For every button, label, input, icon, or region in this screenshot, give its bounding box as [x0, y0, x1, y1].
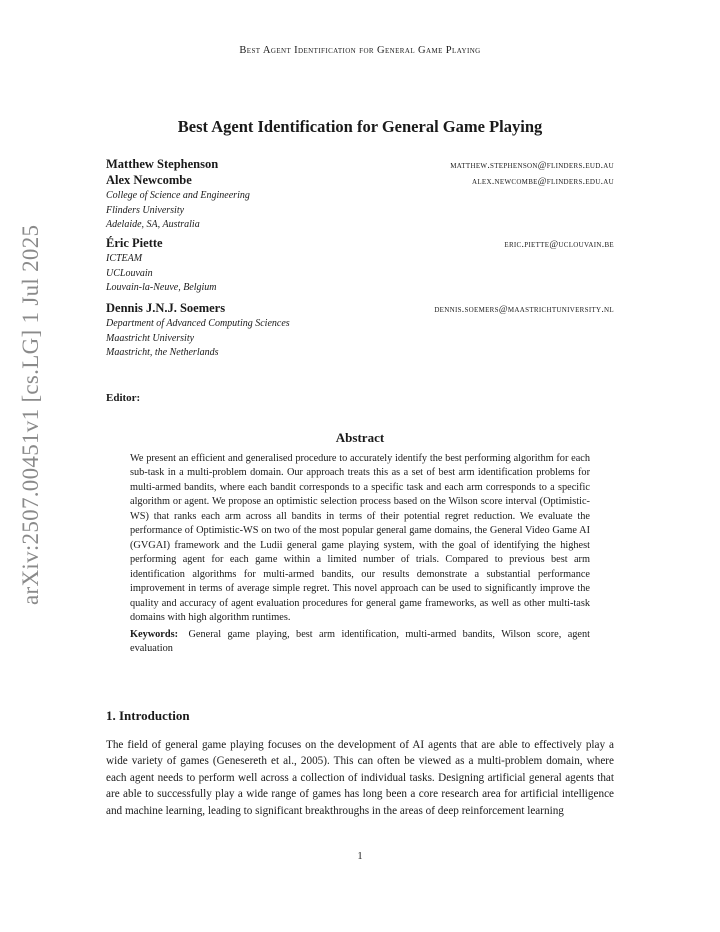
author-email[interactable]: alex.newcombe@flinders.edu.au	[471, 177, 614, 187]
affiliation-line: Flinders University	[106, 204, 185, 216]
arxiv-stamp[interactable]: arXiv:2507.00451v1 [cs.LG] 1 Jul 2025	[18, 224, 43, 605]
page-number: 1	[357, 851, 363, 862]
affiliation-line: ICTEAM	[106, 253, 143, 264]
author-name: Matthew Stephenson	[106, 157, 219, 171]
affiliation-line: UCLouvain	[106, 267, 153, 279]
affiliation-line: Department of Advanced Computing Sciences	[106, 318, 290, 329]
author-block-1	[106, 157, 614, 233]
author-row	[106, 236, 614, 252]
keywords-text: General game playing, best arm identification, multi-armed bandits, Wilson score, agent evaluation	[130, 629, 590, 655]
author-row	[106, 173, 614, 189]
abstract-heading: Abstract	[335, 430, 385, 445]
author-block-2	[106, 236, 614, 296]
author-block-3	[106, 301, 614, 361]
keywords-paragraph	[130, 628, 590, 657]
affiliation-line: Adelaide, SA, Australia	[106, 219, 200, 231]
affiliation-line: Louvain-la-Neuve, Belgium	[106, 282, 217, 294]
editor-label: Editor:	[106, 392, 141, 404]
section-text: The field of general game playing focuses on the development of AI agents that are able to effectively play a wide variety of games (Genesereth et al., 2005). This can often be viewed as a multi-problem domain, where each agent needs to perform well across a collection of individual tasks. Designing artificial general agents that are able to successfully play a wide range of games has long been a core research area for artificial intelligence and machine learning, leading to significant breakthroughs in the areas of deep reinforcement learning	[106, 739, 614, 817]
author-row	[106, 157, 614, 173]
author-name: Alex Newcombe	[106, 173, 192, 187]
section-heading: 1. Introduction	[106, 708, 190, 723]
affiliation-line: College of Science and Engineering	[106, 190, 250, 201]
author-row	[106, 301, 614, 317]
author-email[interactable]: eric.piette@uclouvain.be	[504, 240, 614, 250]
abstract-text: We present an efficient and generalised procedure to accurately identify the best performing algorithm for each sub-task in a multi-problem domain. Our approach treats this as a set of best arm identification problems for multi-armed bandits, where each bandit corresponds to a specific task and each arm corresponds to a specific algorithm or agent. We propose an optimistic selection process based on the Wilson score interval (Optimistic-WS) that ranks each arm across all bandits in terms of their potential regret reduction. We evaluate the performance of Optimistic-WS on two of the most popular general game domains, the General Video Game AI (GVGAI) framework and the Ludii general game playing system, with the goal of identifying the highest performing agent for each game within a limited number of trials. Compared to previous best arm identification algorithms for multi-armed bandits, our results demonstrate a substantial performance improvement in terms of average simple regret. This novel approach can be used to significantly improve the quality and accuracy of agent evaluation procedures for general game frameworks, as well as other multi-task domains with high algorithm runtimes.	[130, 453, 590, 623]
author-email[interactable]: dennis.soemers@maastrichtuniversity.nl	[434, 305, 614, 315]
running-head: Best Agent Identification for General Game Playing	[239, 45, 481, 56]
author-email[interactable]: matthew.stephenson@flinders.eud.au	[450, 161, 614, 171]
affiliation-line: Maastricht University	[106, 332, 195, 344]
affiliation-line: Maastricht, the Netherlands	[106, 347, 219, 359]
keywords-label: Keywords:	[130, 629, 179, 640]
author-name: Éric Piette	[106, 236, 163, 250]
author-name: Dennis J.N.J. Soemers	[106, 301, 226, 315]
paper-title: Best Agent Identification for General Game Playing	[177, 117, 543, 136]
